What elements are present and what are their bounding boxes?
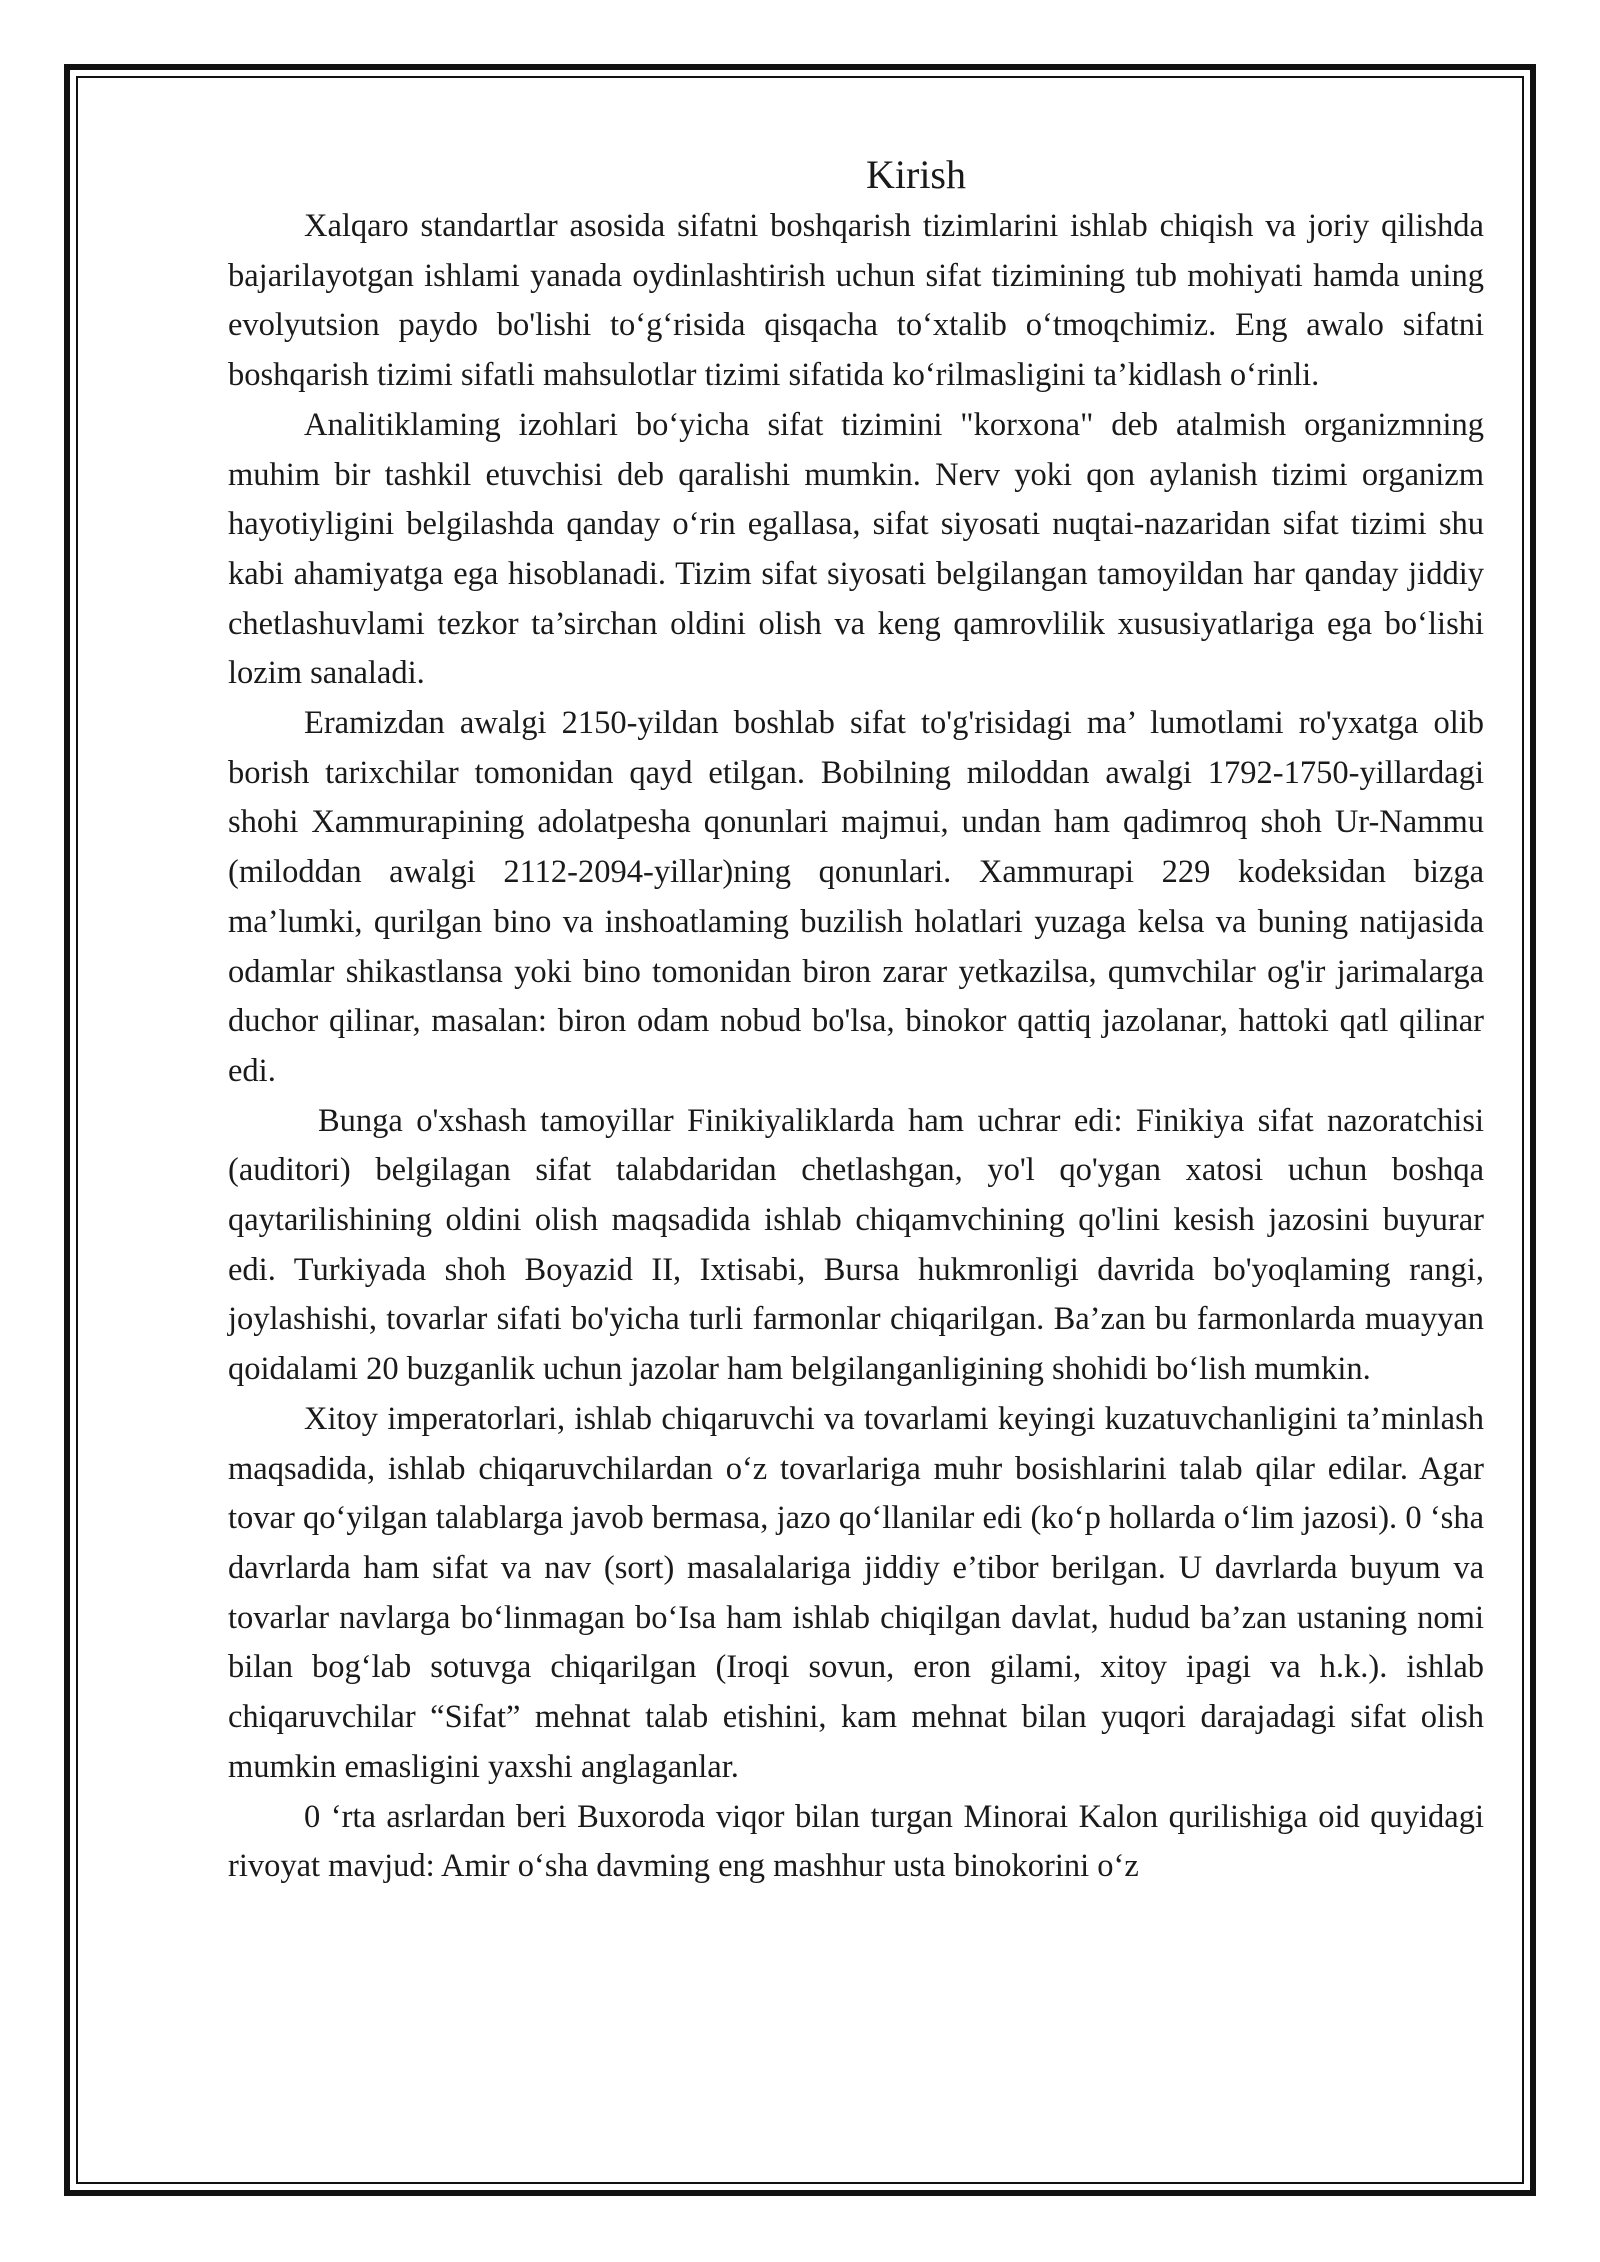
paragraph-6: 0 ‘rta asrlardan beri Buxoroda viqor bilan turgan Minorai Kalon qurilishiga oid quyidagi rivoyat mavjud: Amir o‘sha davming eng mashhur usta binokorini o‘z xyxy=(228,1798,1484,1885)
paragraph-4: Bunga o'xshash tamoyillar Finikiyaliklarda ham uchrar edi: Finikiya sifat nazoratchisi (auditori) belgilagan sifat talabdaridan chetlashgan, yo'l qo'ygan xatosi uchun boshqa qaytarilishining oldini olish maqsadida ishlab chiqamvchining qo'lini kesish jazosini buyurar edi. Turkiyada shoh Boyazid II, Ixtisabi, Bursa hukmronligi davrida bo'yoqlaming rangi, joylashishi, tovarlar sifati bo'yicha turli farmonlar chiqarilgan. Ba’zan bu farmonlarda muayyan qoidalami 20 buzganlik uchun jazolar ham belgilanganligining shohidi bo‘lish mumkin. xyxy=(228,1102,1484,1388)
paragraph-3: Eramizdan awalgi 2150-yildan boshlab sifat to'g'risidagi ma’ lumotlami ro'yxatga olib borish tarixchilar tomonidan qayd etilgan. Bobilning miloddan awalgi 1792-1750-yillardagi shohi Xammurapining adolatpesha qonunlari majmui, undan ham qadimroq shoh Ur-Nammu (miloddan awalgi 2112-2094-yillar)ning qonunlari. Xammurapi 229 kodeksidan bizga ma’lumki, qurilgan bino va inshoatlaming buzilish holatlari yuzaga kelsa va buning natijasida odamlar shikastlansa yoki bino tomonidan biron zarar yetkazilsa, qumvchilar og'ir jarimalarga duchor qilinar, masalan: biron odam nobud bo'lsa, binokor qattiq jazolanar, hattoki qatl qilinar edi. xyxy=(228,705,1484,1089)
document-title: Kirish xyxy=(866,152,966,197)
paragraph-2: Analitiklaming izohlari bo‘yicha sifat tizimini "korxona" deb atalmish organizmning muhim bir tashkil etuvchisi deb qaralishi mumkin. Nerv yoki qon aylanish tizimi organizm hayotiyligini belgilashda qanday o‘rin egallasa, sifat siyosati nuqtai-nazaridan sifat tizimi shu kabi ahamiyatga ega hisoblanadi. Tizim sifat siyosati belgilangan tamoyildan har qanday jiddiy chetlashuvlami tezkor ta’sirchan oldini olish va keng qamrovlilik xususiyatlariga ega bo‘lishi lozim sanaladi. xyxy=(228,406,1484,692)
document-body xyxy=(228,150,1484,1892)
paragraph-1: Xalqaro standartlar asosida sifatni boshqarish tizimlarini ishlab chiqish va joriy qilishda bajarilayotgan ishlami yanada oydinlashtirish uchun sifat tizimining tub mohiyati hamda uning evolyutsion paydo bo'lishi to‘g‘risida qisqacha to‘xtalib o‘tmoqchimiz. Eng awalo sifatni boshqarish tizimi sifatli mahsulotlar tizimi sifatida ko‘rilmasligini ta’kidlash o‘rinli. xyxy=(228,208,1484,394)
paragraph-5: Xitoy imperatorlari, ishlab chiqaruvchi va tovarlami keyingi kuzatuvchanligini ta’minlash maqsadida, ishlab chiqaruvchilardan o‘z tovarlariga muhr bosishlarini talab qilar edilar. Agar tovar qo‘yilgan talablarga javob bermasa, jazo qo‘llanilar edi (ko‘p hollarda o‘lim jazosi). 0 ‘sha davrlarda ham sifat va nav (sort) masalalariga jiddiy e’tibor berilgan. U davrlarda buyum va tovarlar navlarga bo‘linmagan bo‘Isa ham ishlab chiqilgan davlat, hudud ba’zan ustaning nomi bilan bog‘lab sotuvga chiqarilgan (Iroqi sovun, eron gilami, xitoy ipagi va h.k.). ishlab chiqaruvchilar “Sifat” mehnat talab etishini, kam mehnat bilan yuqori darajadagi sifat olish mumkin emasligini yaxshi anglaganlar. xyxy=(228,1400,1484,1785)
